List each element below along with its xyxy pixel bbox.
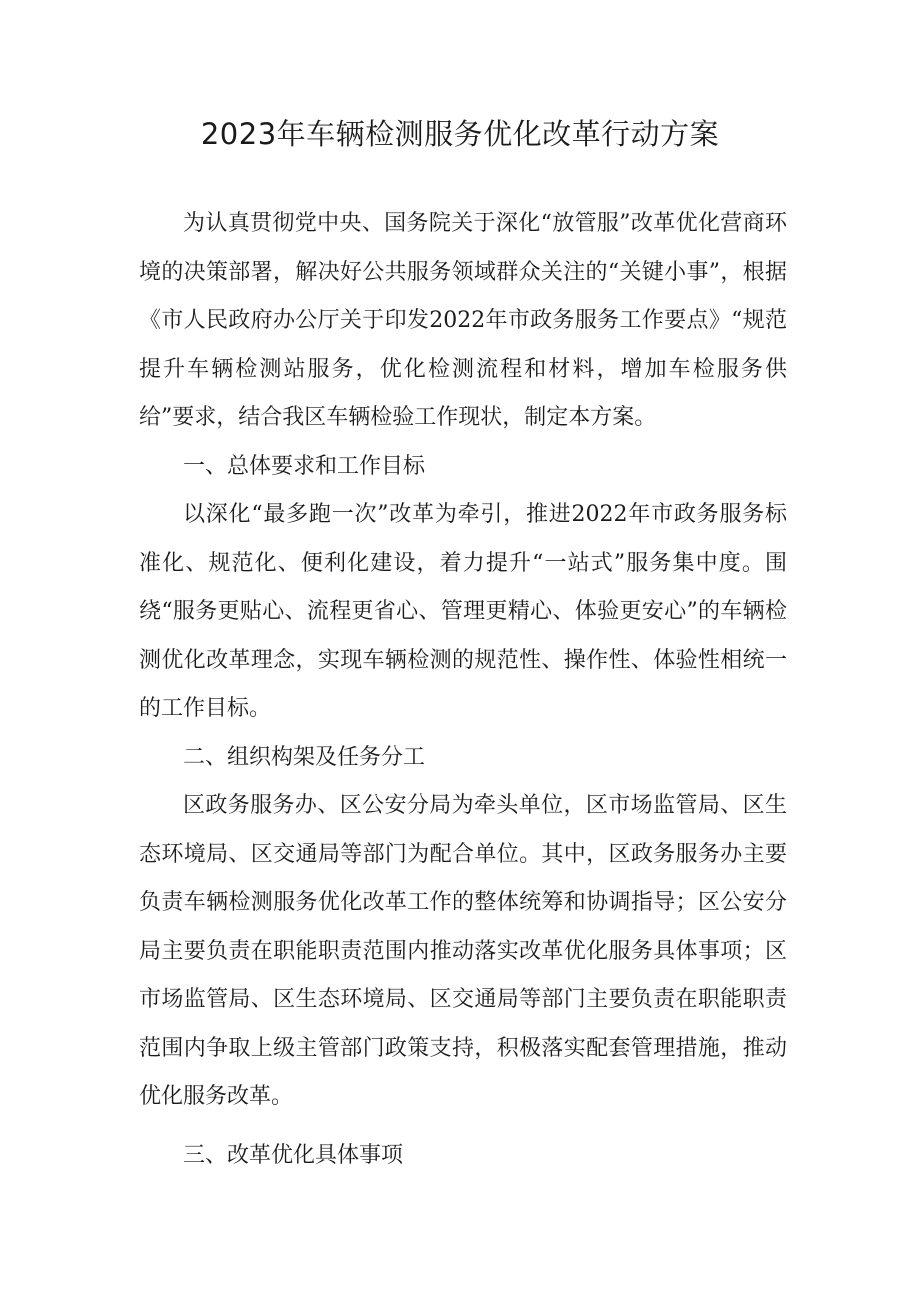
paragraph-intro: 为认真贯彻党中央、国务院关于深化“放管服”改革优化营商环境的决策部署，解决好公共服务领域群众关注的“关键小事”，根据《市人民政府办公厅关于印发2022年市政务服务工作要点》“规范提升车辆检测站服务，优化检测流程和材料，增加车检服务供给”要求，结合我区车辆检验工作现状，制定本方案。 — [139, 211, 787, 430]
document-body — [139, 200, 787, 1180]
section-heading-2: 二、组织构架及任务分工 — [183, 744, 426, 770]
section-heading-1: 一、总体要求和工作目标 — [183, 453, 426, 479]
section-heading-3: 三、改革优化具体事项 — [183, 1142, 404, 1168]
document-title: 2023年车辆检测服务优化改革行动方案 — [200, 117, 720, 151]
paragraph-organization: 区政务服务办、区公安分局为牵头单位，区市场监管局、区生态环境局、区交通局等部门为配合单位。其中，区政务服务办主要负责车辆检测服务优化改革工作的整体统筹和协调指导；区公安分局主要负责在职能职责范围内推动落实改革优化服务具体事项；区市场监管局、区生态环境局、区交通局等部门主要负责在职能职责范围内争取上级主管部门政策支持，积极落实配套管理措施，推动优化服务改革。 — [139, 793, 787, 1109]
paragraph-goals: 以深化“最多跑一次”改革为牵引，推进2022年市政务服务标准化、规范化、便利化建设，着力提升“一站式”服务集中度。围绕“服务更贴心、流程更省心、管理更精心、体验更安心”的车辆检测优化改革理念，实现车辆检测的规范性、操作性、体验性相统一的工作目标。 — [139, 502, 787, 721]
